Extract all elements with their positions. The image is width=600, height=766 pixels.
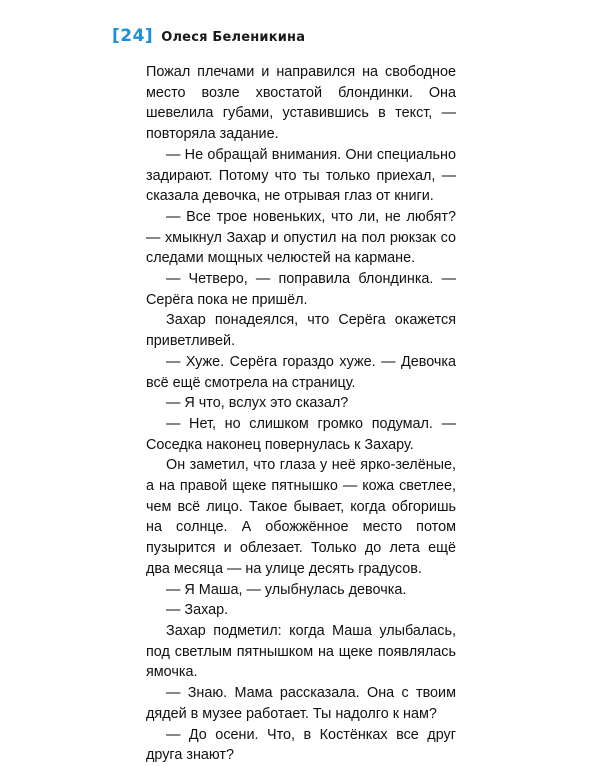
- running-header: [112, 26, 305, 46]
- body-text: [146, 62, 456, 766]
- paragraph: — До осени. Что, в Костёнках все друг друга знают?: [146, 726, 456, 764]
- paragraph: — Хуже. Серёга гораздо хуже. — Девочка всё ещё смотрела на страницу.: [146, 353, 456, 391]
- paragraph: — Я что, вслух это сказал?: [166, 395, 349, 412]
- paragraph: — Захар.: [166, 602, 229, 619]
- paragraph: Захар понадеялся, что Серёга окажется приветливей.: [146, 312, 456, 350]
- paragraph: — Знаю. Мама рассказала. Она с твоим дядей в музее работает. Ты надолго к нам?: [146, 685, 456, 722]
- paragraph: — Я Маша, — улыбнулась девочка.: [166, 581, 407, 598]
- paragraph: — Четверо, — поправила блондинка. — Серёга пока не пришёл.: [146, 271, 456, 308]
- paragraph: Захар подметил: когда Маша улыбалась, под светлым пятнышком на щеке появлялась ямочка.: [146, 622, 456, 681]
- paragraph: — Все трое новеньких, что ли, не любят? — хмыкнул Захар и опустил на пол рюкзак со следами мощных челюстей на кармане.: [146, 208, 456, 267]
- paragraph: Пожал плечами и направился на свободное место возле хвостатой блондинки. Она шевелила губами, уставившись в текст, — повторяла задание.: [146, 64, 456, 143]
- paragraph: — Не обращай внимания. Они специально задирают. Потому что ты только приехал, — сказала девочка, не отрывая глаз от книги.: [146, 146, 456, 205]
- paragraph: — Нет, но слишком громко подумал. — Соседка наконец повернулась к Захару.: [146, 415, 456, 453]
- author-name: Олеся Беленикина: [161, 30, 306, 45]
- page-number: [24]: [112, 26, 154, 46]
- paragraph: Он заметил, что глаза у неё ярко-зелёные, а на правой щеке пятнышко — кожа светлее, чем всё лицо. Такое бывает, когда обгоришь на солнце. А обожжённое место потом пузырится и облезает. Только до лета ещё два месяца — на улице десять градусов.: [146, 457, 456, 577]
